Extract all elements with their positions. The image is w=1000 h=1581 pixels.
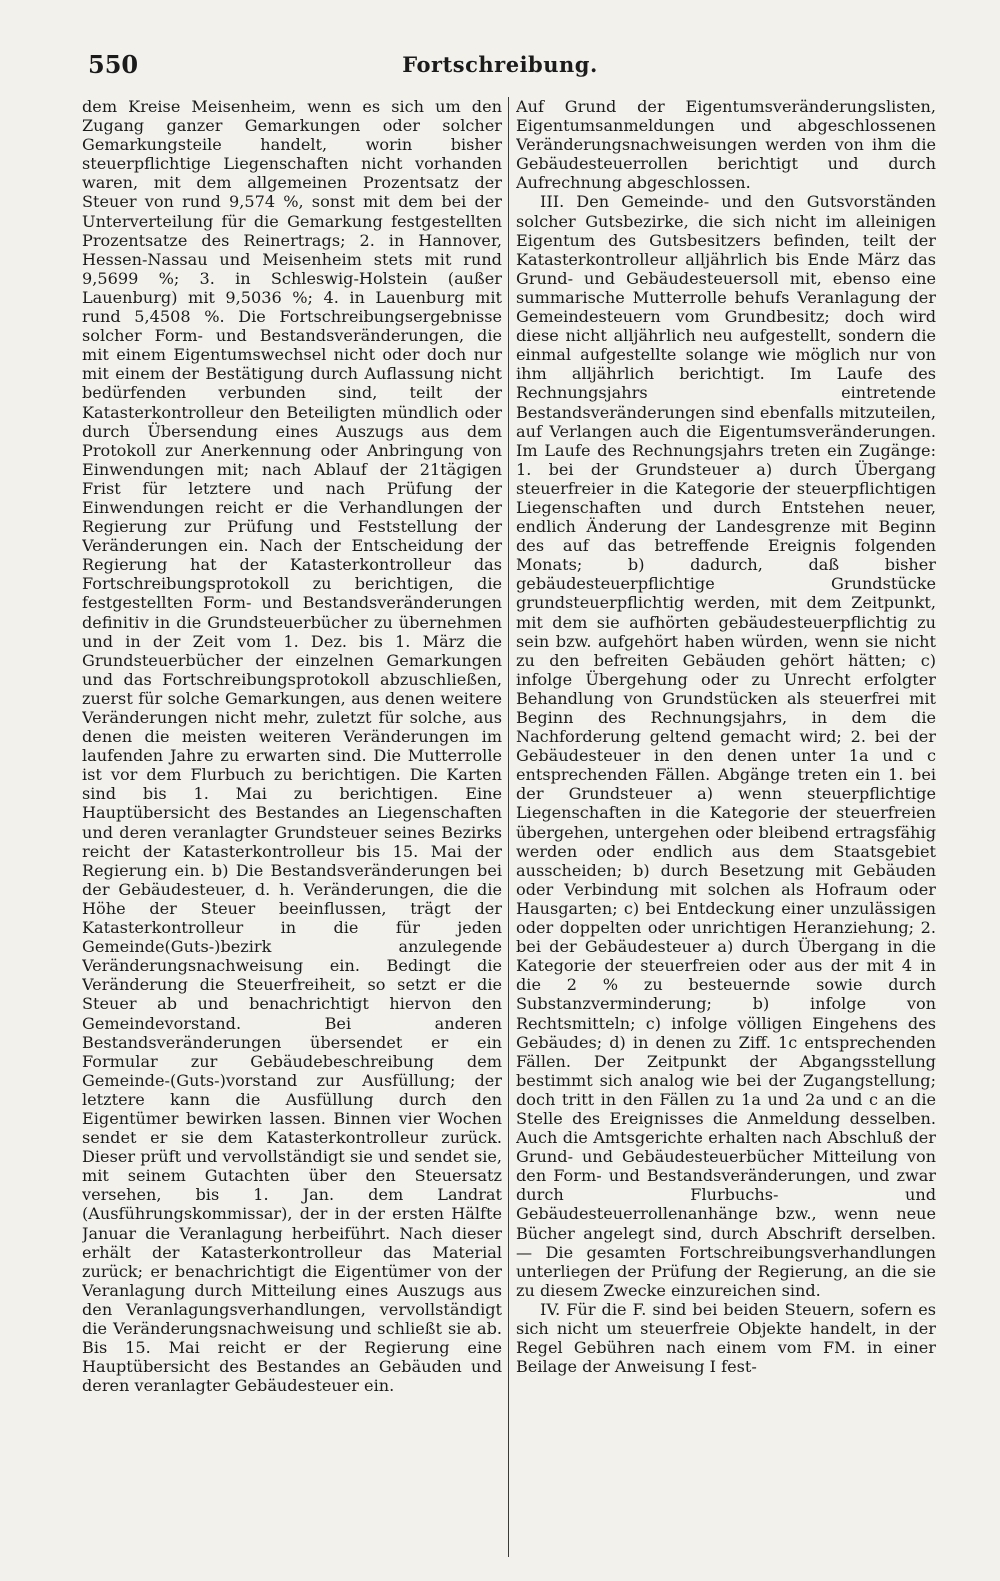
page-number: 550: [88, 50, 139, 79]
right-paragraph-3: IV. Für die F. sind bei beiden Steuern, sofern es sich nicht um steuerfreie Objekte handelt, in der Regel Gebühren nach einem vom FM. in einer Beilage der Anweisung I fest-: [516, 1299, 936, 1377]
text-columns: [82, 97, 952, 1562]
right-paragraph-2: III. Den Gemeinde- und den Gutsvorständen solcher Gutsbezirke, die sich nicht im alleinigen Eigentum des Gutsbesitzers befinden, teilt der Katasterkontrolleur alljährlich bis Ende März das Grund- und Gebäudesteuersoll mit, ebenso eine summarische Mutterrolle behufs Veranlagung der Gemeindesteuern vom Grundbesitz; doch wird diese nicht alljährlich neu aufgestellt, sondern die einmal aufgestellte solange wie möglich nur von ihm alljährlich berichtigt. Im Laufe des Rechnungsjahrs eintretende Bestandsveränderungen sind ebenfalls mitzuteilen, auf Verlangen auch die Eigentumsveränderungen. Im Laufe des Rechnungsjahrs treten ein Zugänge: 1. bei der Grundsteuer a) durch Übergang steuerfreier in die Kategorie der steuerpflichtigen Liegenschaften und durch Entstehen neuer, endlich Änderung der Landesgrenze mit Beginn des auf das betreffende Ereignis folgenden Monats; b) dadurch, daß bisher gebäudesteuerpflichtige Grundstücke grundsteuerpflichtig werden, mit dem Zeitpunkt, mit dem sie aufhörten gebäudesteuerpflichtig zu sein bzw. aufgehört haben würden, wenn sie nicht zu den befreiten Gebäuden gehört hätten; c) infolge Übergehung oder zu Unrecht erfolgter Behandlung von Grundstücken als steuerfrei mit Beginn des Rechnungsjahrs, in dem die Nachforderung geltend gemacht wird; 2. bei der Gebäudesteuer in den denen unter 1a und c entsprechenden Fällen. Abgänge treten ein 1. bei der Grundsteuer a) wenn steuerpflichtige Liegenschaften in die Kategorie der steuerfreien übergehen, untergehen oder bleibend ertragsfähig werden oder endlich aus dem Staatsgebiet ausscheiden; b) durch Besetzung mit Gebäuden oder Verbindung mit solchen als Hofraum oder Hausgarten; c) bei Entdeckung einer unzulässigen oder doppelten oder unrichtigen Heranziehung; 2. bei der Gebäudesteuer a) durch Übergang in die Kategorie der steuerfreien oder aus der mit 4 in die 2 % zu besteuernde sowie durch Substanzverminderung; b) infolge von Rechtsmitteln; c) infolge völligen Eingehens des Gebäudes; d) in denen zu Ziff. 1c entsprechenden Fällen. Der Zeitpunkt der Abgangsstellung bestimmt sich analog wie bei der Zugangstellung; doch tritt in den Fällen zu 1a und 2a und c an die Stelle des Ereignisses die Anmeldung desselben. Auch die Amtsgerichte erhalten nach Abschluß der Grund- und Gebäudesteuerbücher Mitteilung von den Form- und Bestandsveränderungen, und zwar durch Flurbuchs- und Gebäudesteuerrollenanhänge bzw., wenn neue Bücher angelegt sind, durch Abschrift derselben. — Die gesamten Fortschreibungsverhandlungen unterliegen der Prüfung der Regierung, an die sie zu diesem Zwecke einzureichen sind.: [516, 192, 936, 1300]
right-column: [516, 97, 936, 1562]
left-column: [82, 97, 502, 1562]
left-column-text: dem Kreise Meisenheim, wenn es sich um den Zugang ganzer Gemarkungen oder solcher Gemarkungsteile handelt, worin bisher steuerpflichtige Liegenschaften nicht vorhanden waren, mit dem allgemeinen Prozentsatz der Steuer von rund 9,574 %, sonst mit dem bei der Unterverteilung für die Gemarkung festgestellten Prozentsatze des Reinertrags; 2. in Hannover, Hessen-Nassau und Meisenheim stets mit rund 9,5699 %; 3. in Schleswig-Holstein (außer Lauenburg) mit 9,5036 %; 4. in Lauenburg mit rund 5,4508 %. Die Fortschreibungsergebnisse solcher Form- und Bestandsveränderungen, die mit einem Eigentumswechsel nicht oder doch nur mit einem der Bestätigung durch Auflassung nicht bedürfenden verbunden sind, teilt der Katasterkontrolleur den Beteiligten mündlich oder durch Übersendung eines Auszugs aus dem Protokoll zur Anerkennung oder Anbringung von Einwendungen mit; nach Ablauf der 21tägigen Frist für letztere und nach Prüfung der Einwendungen reicht er die Verhandlungen der Regierung zur Prüfung und Feststellung der Veränderungen ein. Nach der Entscheidung der Regierung hat der Katasterkontrolleur das Fortschreibungsprotokoll zu berichtigen, die festgestellten Form- und Bestandsveränderungen definitiv in die Grundsteuerbücher zu übernehmen und in der Zeit vom 1. Dez. bis 1. März die Grundsteuerbücher der einzelnen Gemarkungen und das Fortschreibungsprotokoll abzuschließen, zuerst für solche Gemarkungen, aus denen weitere Veränderungen nicht mehr, zuletzt für solche, aus denen die meisten weiteren Veränderungen im laufenden Jahre zu erwarten sind. Die Mutterrolle ist vor dem Flurbuch zu berichtigen. Die Karten sind bis 1. Mai zu berichtigen. Eine Hauptübersicht des Bestandes an Liegenschaften und deren veranlagter Grundsteuer seines Bezirks reicht der Katasterkontrolleur bis 15. Mai der Regierung ein. b) Die Bestandsveränderungen bei der Gebäudesteuer, d. h. Veränderungen, die die Höhe der Steuer beeinflussen, trägt der Katasterkontrolleur in die für jeden Gemeinde(Guts-)bezirk anzulegende Veränderungsnachweisung ein. Bedingt die Veränderung die Steuerfreiheit, so setzt er die Steuer ab und benachrichtigt hiervon den Gemeindevorstand. Bei anderen Bestandsveränderungen übersendet er ein Formular zur Gebäudebeschreibung dem Gemeinde-(Guts-)vorstand zur Ausfüllung; der letztere kann die Ausfüllung durch den Eigentümer bewirken lassen. Binnen vier Wochen sendet er sie dem Katasterkontrolleur zurück. Dieser prüft und vervollständigt sie und sendet sie, mit seinem Gutachten über den Steuersatz versehen, bis 1. Jan. dem Landrat (Ausführungskommissar), der in der ersten Hälfte Januar die Veranlagung herbeiführt. Nach dieser erhält der Katasterkontrolleur das Material zurück; er benachrichtigt die Eigentümer von der Veranlagung durch Mitteilung eines Auszugs aus den Veranlagungsverhandlungen, vervollständigt die Veränderungsnachweisung und schließt sie ab. Bis 15. Mai reicht er der Regierung eine Hauptübersicht des Bestandes an Gebäuden und deren veranlagter Gebäudesteuer ein.: [82, 97, 502, 1396]
column-divider: [508, 97, 509, 1557]
running-title: Fortschreibung.: [402, 52, 598, 77]
right-paragraph-1: Auf Grund der Eigentumsveränderungslisten, Eigentumsanmeldungen und abgeschlossenen Veränderungsnachweisungen werden von ihm die Gebäudesteuerrollen berichtigt und durch Aufrechnung abgeschlossen.: [516, 97, 936, 193]
